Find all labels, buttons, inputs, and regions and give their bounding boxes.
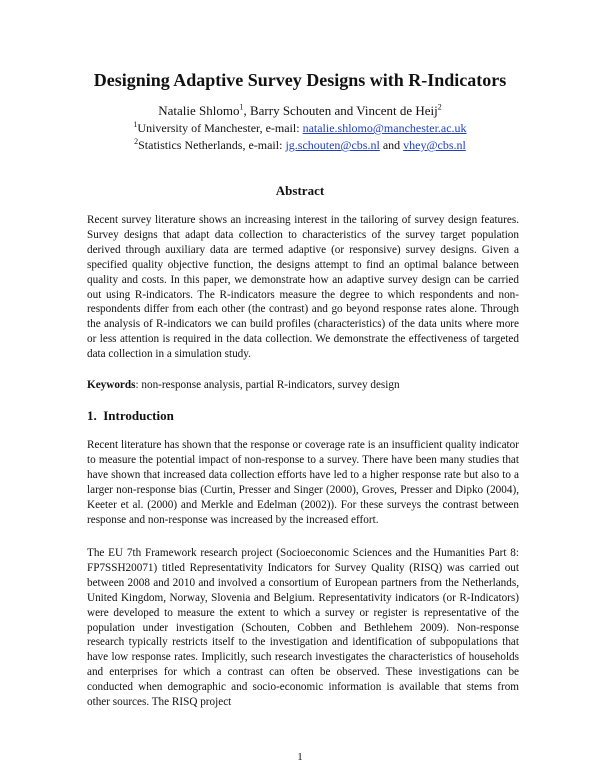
email-link[interactable]: natalie.shlomo@manchester.ac.uk [302,121,467,135]
author-names-rest: , Barry Schouten and Vincent de Heij [243,103,438,118]
affiliation-2 [0,138,600,153]
affiliation-1 [0,121,600,136]
keywords-label: Keywords [87,379,136,391]
keywords-line [87,378,519,393]
affiliation-marker: 1 [239,102,244,112]
page-number: 1 [297,751,303,763]
abstract-text: Recent survey literature shows an increasing interest in the tailoring of survey design features. Survey designs that adapt data collection to characteristics of the survey target population derived through auxiliary data are termed adaptive (or responsive) survey designs. Given a specified quality objective function, the designs attempt to find an optimal balance between quality and costs. In this paper, we demonstrate how an adaptive survey design can be carried out using R-indicators. The R-indicators measure the degree to which respondents and non-respondents differ from each other (the contrast) and go beyond response rates alone. Through the analysis of R-indicators we can build profiles (characteristics) of the data units where more or less attention is required in the data collection. We demonstrate the effectiveness of targeted data collection in a simulation study. [87,214,519,361]
author-list [0,103,600,119]
author-name: Natalie Shlomo [158,103,240,118]
body-paragraph: The EU 7th Framework research project (Socioeconomic Sciences and the Humanities Part 8: FP7SSH20071) titled Representativity Indicators for Survey Quality (RISQ) was carried out between 2008 and 2010 and involved a consortium of European partners from the Netherlands, United Kingdom, Norway, Slovenia and Belgium. Representativity indicators (or R-Indicators) were developed to measure the extent to which a survey or register is representative of the population under investigation (Schouten, Cobben and Bethlehem 2009). Non-response research typically restricts itself to the investigation and identification of subpopulations that have low response rates. Implicitly, such research investigates the characteristics of households and enterprises for which a contrast can often be observed. These investigations can be conducted when demographic and socio-economic information is available that stems from other sources. The RISQ project [87,547,519,709]
email-link[interactable]: vhey@cbs.nl [403,138,466,152]
keywords-text: : non-response analysis, partial R-indicators, survey design [135,379,400,391]
affiliation-marker: 1 [133,120,138,129]
section-title: Introduction [103,408,174,423]
affiliation-text: Statistics Netherlands, e-mail: [138,138,286,152]
affiliation-marker: 2 [437,102,442,112]
email-joiner: and [379,138,404,152]
affiliation-marker: 2 [134,137,139,146]
body-paragraph: Recent literature has shown that the response or coverage rate is an insufficient quality indicator to measure the potential impact of non-response to a survey. There have been many studies that have shown that increased data collection efforts have led to a higher response rate but also to a larger non-response bias (Curtin, Presser and Singer (2000), Groves, Presser and Dipko (2004), Keeter et al. (2000) and Merkle and Edelman (2002)). For these surveys the contrast between response and non-response was increased by the increased effort. [87,439,519,526]
abstract-heading: Abstract [275,183,325,198]
paper-title: Designing Adaptive Survey Designs with R-Indicators [93,70,507,90]
section-heading [87,408,174,424]
section-number: 1. [87,408,97,423]
email-link[interactable]: jg.schouten@cbs.nl [285,138,380,152]
affiliation-text: University of Manchester, e-mail: [137,121,303,135]
